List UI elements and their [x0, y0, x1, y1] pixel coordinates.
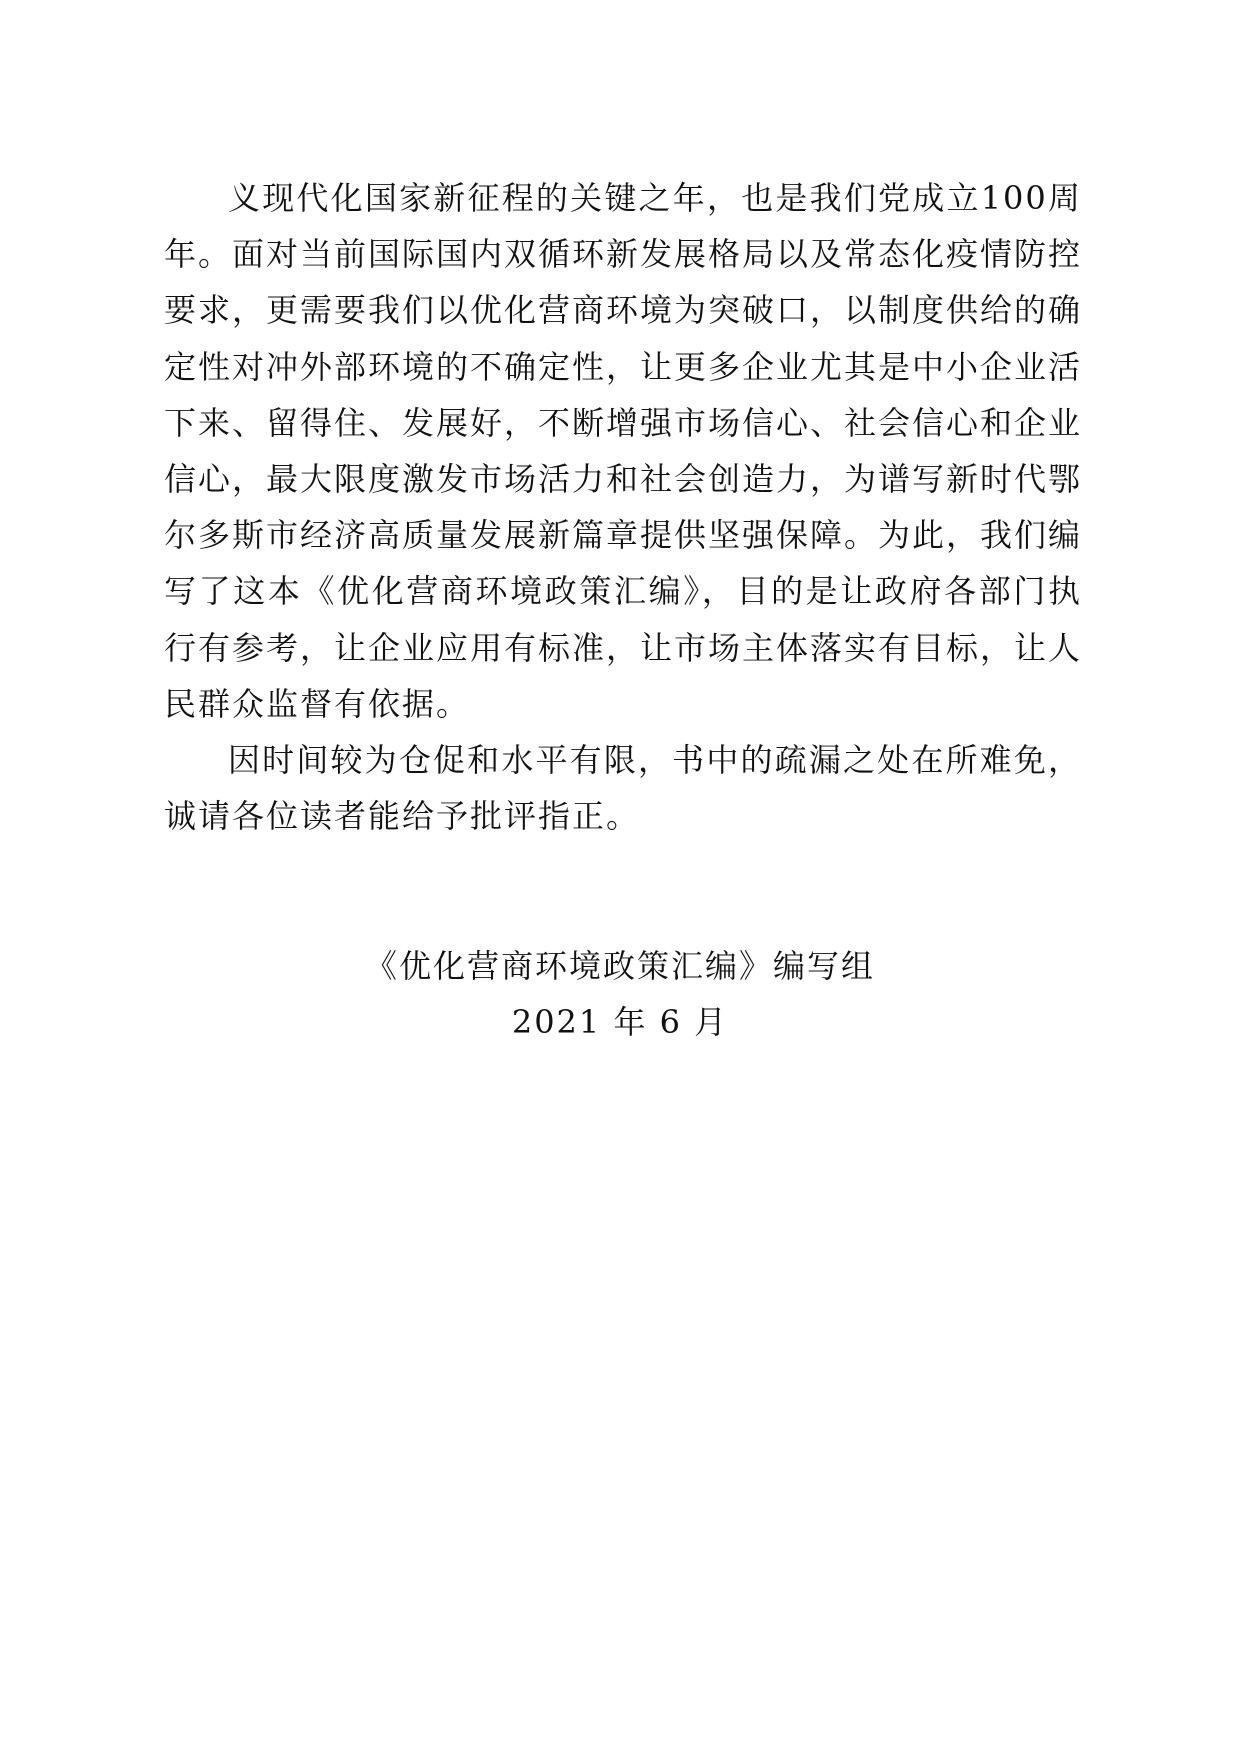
signature-block — [0, 938, 1240, 1050]
body-text — [164, 170, 1082, 844]
signature-date: 2021 年 6 月 — [511, 1003, 729, 1041]
signature-author: 《优化营商环境政策汇编》编写组 — [364, 947, 875, 985]
paragraph-apology: 因时间较为仓促和水平有限，书中的疏漏之处在所难免，诚请各位读者能给予批评指正。 — [164, 741, 1082, 836]
paragraph-preface-continuation: 义现代化国家新征程的关键之年，也是我们党成立100周年。面对当前国际国内双循环新发展格局以及常态化疫情防控要求，更需要我们以优化营商环境为突破口，以制度供给的确定性对冲外部环境的不确定性，让更多企业尤其是中小企业活下来、留得住、发展好，不断增强市场信心、社会信心和企业信心，最大限度激发市场活力和社会创造力，为谱写新时代鄂尔多斯市经济高质量发展新篇章提供坚强保障。为此，我们编写了这本《优化营商环境政策汇编》，目的是让政府各部门执行有参考，让企业应用有标准，让市场主体落实有目标，让人民群众监督有依据。 — [164, 179, 1083, 723]
